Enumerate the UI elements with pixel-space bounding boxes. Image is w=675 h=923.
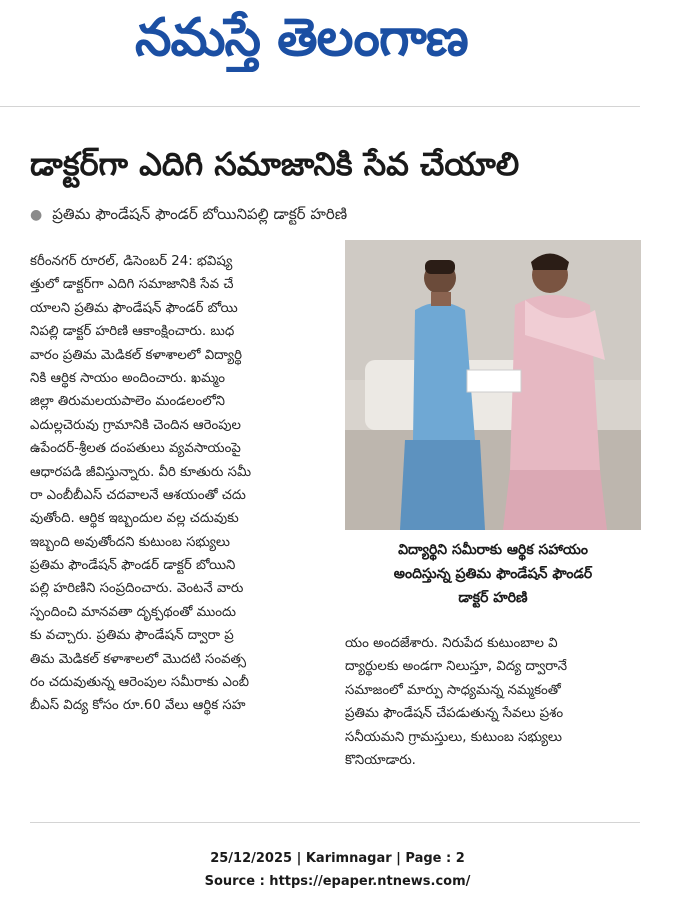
footer-source: Source : https://epaper.ntnews.com/: [204, 874, 471, 889]
body-left-line: త్తులో డాక్టర్‌గా ఎదిగి సమాజానికి సేవ చే: [30, 277, 234, 293]
article-body-right: [345, 632, 641, 772]
body-left-line: ప్రతిమ ఫౌండేషన్ ఫౌండర్ డాక్టర్ బోయిని: [30, 558, 236, 574]
body-right-line: సనీయమని గ్రామస్తులు, కుటుంబ సభ్యులు: [345, 729, 562, 745]
body-left-line: నిపల్లి డాక్టర్ హరిణి ఆకాంక్షించారు. బుధ: [30, 324, 235, 340]
body-left-line: స్పందించి మానవతా దృక్పథంతో ముందు: [30, 604, 237, 620]
body-left-line: యాలని ప్రతిమ ఫౌండేషన్ ఫౌండర్ బోయి: [30, 300, 238, 316]
body-left-line: వుతోంది. ఆర్థిక ఇబ్బందుల వల్ల చదువుకు: [30, 511, 239, 527]
body-left-line: బీఎస్ విద్య కోసం రూ.60 వేలు ఆర్థిక సహ: [30, 698, 246, 714]
article-headline: డాక్టర్‌గా ఎదిగి సమాజానికి సేవ చేయాలి: [30, 145, 520, 183]
article-body-left: [30, 250, 323, 718]
masthead-logo: నమస్తే తెలంగాణ: [135, 8, 468, 68]
masthead-divider: [0, 106, 640, 107]
body-left-line: ఆధారపడి జీవిస్తున్నారు. వీరి కూతురు సమీ: [30, 464, 252, 480]
article-photo: [345, 240, 641, 530]
photo-illustration: [345, 240, 641, 530]
body-left-line: రా ఎంబీబీఎస్ చదవాలనే ఆశయంతో చదు: [30, 487, 246, 503]
footer-dateline: 25/12/2025 | Karimnagar | Page : 2: [210, 851, 465, 866]
body-left-line: రం చదువుతున్న ఆరెంపుల సమీరాకు ఎంబీ: [30, 675, 250, 691]
body-right-line: యం అందజేశారు. నిరుపేద కుటుంబాల వి: [345, 636, 558, 651]
caption-line: అందిస్తున్న ప్రతిమ ఫౌండేషన్ ఫౌండర్: [393, 566, 593, 582]
body-left-line: పల్లి హరిణిని సంప్రదించారు. వెంటనే వారు: [30, 581, 244, 597]
body-right-line: కొనియాడారు.: [345, 752, 416, 768]
caption-line: డాక్టర్ హరిణి: [458, 590, 528, 606]
body-right-line: సమాజంలో మార్పు సాధ్యమన్న నమ్మకంతో: [345, 682, 561, 698]
body-left-line: తిమ మెడికల్ కళాశాలలో మొదటి సంవత్స: [30, 651, 247, 667]
body-left-line: జిల్లా తిరుమలయపాలెం మండలంలోని: [30, 394, 225, 410]
body-left-line: కు వచ్చారు. ప్రతిమ ఫౌండేషన్ ద్వారా ప్ర: [30, 628, 234, 644]
body-right-line: ద్యార్థులకు అండగా నిలుస్తూ, విద్య ద్వారానే: [345, 659, 568, 675]
bullet-icon: ●: [30, 207, 43, 223]
body-left-line: నికి ఆర్థిక సాయం అందించారు. ఖమ్మం: [30, 370, 226, 386]
body-right-line: ప్రతిమ ఫౌండేషన్ చేపడుతున్న సేవలు ప్రశం: [345, 706, 564, 722]
body-left-line: వారం ప్రతిమ మెడికల్ కళాశాలలో విద్యార్థి: [30, 347, 242, 363]
footer-divider: [30, 822, 640, 823]
photo-caption: [345, 538, 641, 618]
body-left-line: కరీంనగర్ రూరల్, డిసెంబర్ 24: భవిష్య: [30, 254, 233, 269]
caption-line: విద్యార్థిని సమీరాకు ఆర్థిక సహాయం: [398, 542, 588, 558]
article-subheadline-row: [30, 200, 630, 228]
body-left-line: ఇబ్బంది అవుతోందని కుటుంబ సభ్యులు: [30, 534, 230, 550]
body-left-line: ఎదుల్లచెరువు గ్రామానికి చెందిన ఆరెంపుల: [30, 417, 241, 433]
body-left-line: ఉపేందర్-శ్రీలత దంపతులు వ్యవసాయంపై: [30, 441, 241, 457]
article-subheadline: ప్రతిమ ఫౌండేషన్ ఫౌండర్ బోయినిపల్లి డాక్టర్ హరిణి: [52, 205, 348, 223]
